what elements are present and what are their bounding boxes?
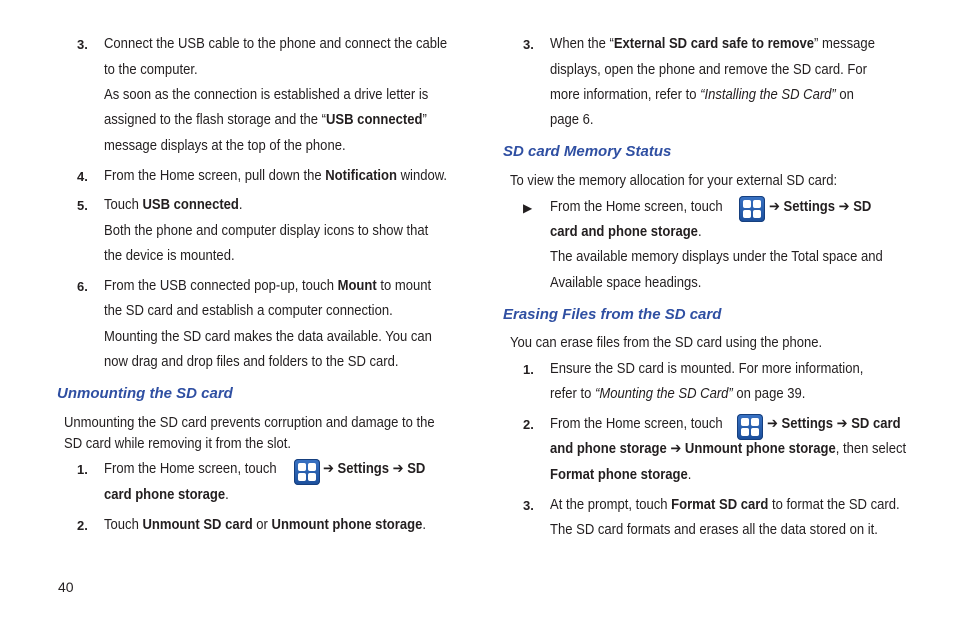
bold-term: USB connected [142, 197, 239, 213]
text-run: to format the SD card. [768, 497, 900, 513]
step-text [104, 516, 426, 534]
step-text [550, 35, 875, 53]
step-number: 3. [523, 37, 534, 52]
bold-term: ➔ Settings ➔ SD card [767, 416, 901, 432]
section-heading: SD card Memory Status [503, 143, 672, 160]
step-text: to the computer. [104, 62, 198, 78]
step-text [104, 111, 427, 129]
step-text [104, 486, 229, 504]
step-text [104, 167, 447, 185]
apps-grid-icon [737, 414, 763, 440]
apps-grid-icon [294, 459, 320, 485]
step-text: As soon as the connection is established a drive letter is [104, 87, 429, 103]
cross-reference: “Mounting the SD Card” [594, 386, 733, 402]
text-run: refer to [550, 386, 595, 402]
text-run: ” [422, 112, 427, 128]
cross-reference: “Installing the SD Card” [700, 87, 836, 103]
paragraph: Unmounting the SD card prevents corruption and damage to the [64, 415, 435, 431]
bold-term: Unmount phone storage [271, 517, 423, 533]
step-text: the SD card and establish a computer connection. [104, 303, 393, 319]
text-run: From the USB connected pop-up, touch [104, 278, 338, 294]
bullet-arrow-icon: ▶ [523, 201, 533, 215]
step-text: The SD card formats and erases all the data stored on it. [550, 522, 878, 538]
step-text: Available space headings. [550, 275, 702, 291]
bold-term: Unmount SD card [142, 517, 253, 533]
text-run: . [687, 467, 692, 483]
step-text [550, 86, 854, 104]
text-run: on page 39. [732, 386, 806, 402]
step-text [550, 496, 900, 514]
text-run: . [225, 487, 229, 503]
text-run: ” message [814, 36, 875, 52]
text-run: or [252, 517, 272, 533]
text-run: From the Home screen, pull down the [104, 168, 326, 184]
step-text [550, 466, 691, 484]
bold-term: Mount [337, 278, 377, 294]
section-heading: Unmounting the SD card [57, 385, 233, 402]
step-number: 5. [77, 198, 88, 213]
text-run: , then select [835, 441, 907, 457]
bold-term: Format phone storage [550, 467, 688, 483]
paragraph: You can erase files from the SD card using the phone. [510, 335, 823, 351]
bold-term: USB connected [326, 112, 423, 128]
step-text: displays, open the phone and remove the SD card. For [550, 62, 868, 78]
step-number: 6. [77, 279, 88, 294]
text-run: Touch [104, 517, 143, 533]
step-text [550, 385, 805, 403]
step-text: Connect the USB cable to the phone and connect the cable [104, 36, 448, 52]
step-text: Both the phone and computer display icons to show that [104, 223, 429, 239]
step-number: 3. [523, 498, 534, 513]
step-text [104, 196, 243, 214]
step-number: 2. [523, 417, 534, 432]
text-run: When the “ [550, 36, 614, 52]
step-text: now drag and drop files and folders to the SD card. [104, 354, 399, 370]
step-number: 4. [77, 169, 88, 184]
bold-term: card phone storage [104, 487, 226, 503]
step-text: Mounting the SD card makes the data available. You can [104, 329, 432, 345]
step-text: The available memory displays under the Total space and [550, 249, 883, 265]
step-number: 1. [523, 362, 534, 377]
step-text: Ensure the SD card is mounted. For more information, [550, 361, 864, 377]
text-run: to mount [376, 278, 432, 294]
bold-term: Notification [325, 168, 398, 184]
step-text: message displays at the top of the phone. [104, 138, 346, 154]
bold-term: Unmount phone storage [684, 441, 836, 457]
bold-term: and phone storage ➔ [550, 441, 685, 457]
bold-term: card and phone storage [550, 224, 698, 240]
bold-term: ➔ Settings ➔ SD [769, 199, 872, 215]
step-text: the device is mounted. [104, 248, 235, 264]
page-number: 40 [58, 579, 74, 595]
text-run: assigned to the flash storage and the “ [104, 112, 327, 128]
text-run: . [697, 224, 702, 240]
section-heading: Erasing Files from the SD card [503, 306, 722, 323]
step-text [550, 440, 906, 458]
paragraph: To view the memory allocation for your external SD card: [510, 173, 838, 189]
bold-term: External SD card safe to remove [613, 36, 815, 52]
step-text [104, 277, 431, 295]
text-run: . [238, 197, 243, 213]
step-text [550, 223, 702, 241]
step-text: page 6. [550, 112, 594, 128]
apps-grid-icon [739, 196, 765, 222]
step-number: 3. [77, 37, 88, 52]
step-number: 2. [77, 518, 88, 533]
text-run: more information, refer to [550, 87, 701, 103]
text-run: window. [397, 168, 448, 184]
step-number: 1. [77, 462, 88, 477]
step-text: From the Home screen, touch [550, 416, 723, 432]
text-run: on [835, 87, 854, 103]
step-text: From the Home screen, touch [104, 461, 277, 477]
text-run: . [422, 517, 426, 533]
step-text: From the Home screen, touch [550, 199, 723, 215]
text-run: Touch [104, 197, 143, 213]
bold-term: Format SD card [671, 497, 769, 513]
paragraph: SD card while removing it from the slot. [64, 436, 292, 452]
bold-term: ➔ Settings ➔ SD [323, 461, 426, 477]
text-run: At the prompt, touch [550, 497, 672, 513]
